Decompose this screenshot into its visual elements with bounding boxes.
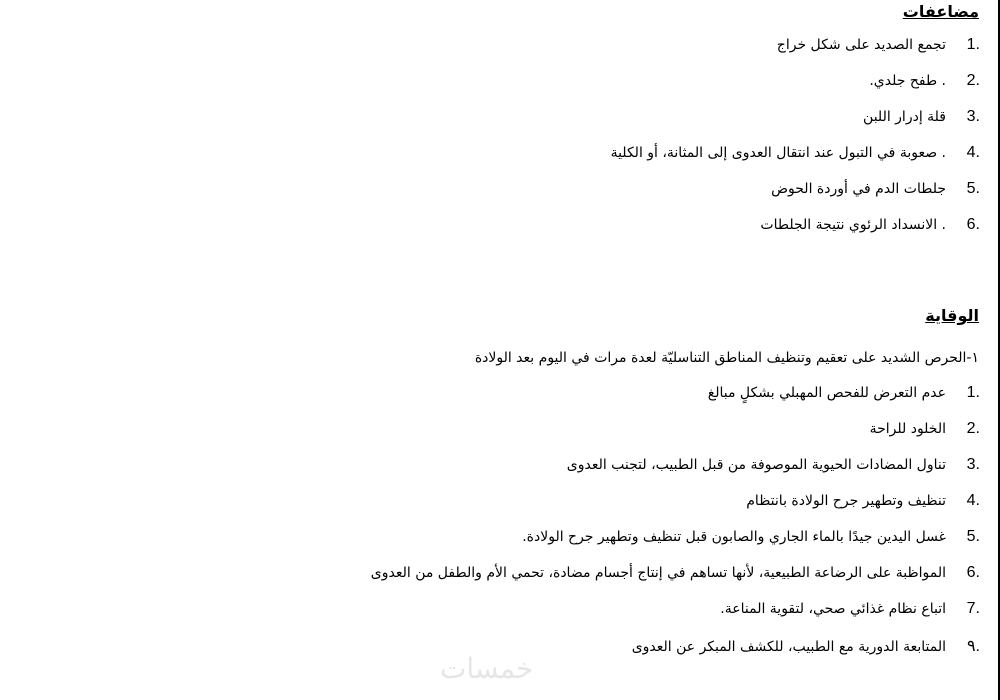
item-text: . الانسداد الرئوي نتيجة الجلطات bbox=[760, 217, 946, 233]
watermark-logo: خمسات bbox=[440, 652, 534, 685]
list-item bbox=[371, 456, 980, 492]
prevention-heading: الوقاية bbox=[925, 306, 979, 325]
list-item bbox=[371, 420, 980, 456]
item-text: غسل اليدين جيدًا بالماء الجاري والصابون قبل تنظيف وتطهير جرح الولادة. bbox=[522, 529, 946, 545]
item-text: اتباع نظام غذائي صحي، لتقوية المناعة. bbox=[720, 601, 946, 617]
item-number: 4. bbox=[966, 492, 980, 509]
item-number: 3. bbox=[966, 108, 980, 125]
item-number: 4. bbox=[966, 144, 980, 161]
item-number: 6. bbox=[966, 216, 980, 233]
item-number: 7. bbox=[966, 600, 980, 617]
item-text: الخلود للراحة bbox=[869, 421, 946, 437]
list-item bbox=[611, 36, 980, 72]
list-item bbox=[611, 216, 980, 252]
item-text: . طفح جلدي. bbox=[869, 73, 946, 89]
item-number: 2. bbox=[966, 72, 980, 89]
prevention-list bbox=[371, 384, 980, 672]
list-item bbox=[611, 72, 980, 108]
item-text: المتابعة الدورية مع الطبيب، للكشف المبكر عن العدوى bbox=[631, 639, 946, 655]
complications-heading: مضاعفات bbox=[902, 2, 979, 21]
list-item bbox=[371, 564, 980, 600]
item-text: تناول المضادات الحيوية الموصوفة من قبل الطبيب، لتجنب العدوى bbox=[566, 457, 946, 473]
item-number: 5. bbox=[966, 180, 980, 197]
item-number: ٩. bbox=[966, 638, 980, 655]
item-number: 2. bbox=[966, 420, 980, 437]
list-item bbox=[371, 528, 980, 564]
item-text: تجمع الصديد على شكل خراج bbox=[776, 37, 946, 53]
item-text: المواظبة على الرضاعة الطبيعية، لأنها تساهم في إنتاج أجسام مضادة، تحمي الأم والطفل من العدوى bbox=[370, 565, 946, 581]
list-item bbox=[611, 144, 980, 180]
item-text: جلطات الدم في أوردة الحوض bbox=[771, 181, 946, 197]
item-text: قلة إدرار اللبن bbox=[863, 109, 946, 125]
item-text: عدم التعرض للفحص المهبلي بشكلٍ مبالغ bbox=[707, 385, 946, 401]
item-text: تنظيف وتطهير جرح الولادة بانتظام bbox=[746, 493, 946, 509]
list-item bbox=[611, 180, 980, 216]
list-item bbox=[611, 108, 980, 144]
list-item bbox=[371, 600, 980, 636]
item-number: 5. bbox=[966, 528, 980, 545]
item-number: 1. bbox=[966, 384, 980, 401]
list-item bbox=[371, 492, 980, 528]
item-number: 3. bbox=[966, 456, 980, 473]
item-number: 6. bbox=[966, 564, 980, 581]
item-text: . صعوبة في التبول عند انتقال العدوى إلى المثانة، أو الكلية bbox=[610, 145, 946, 161]
item-number: 1. bbox=[966, 36, 980, 53]
complications-list bbox=[611, 36, 980, 252]
prevention-intro: ١-الحرص الشديد على تعقيم وتنظيف المناطق التناسليّة لعدة مرات في اليوم بعد الولادة bbox=[474, 350, 979, 366]
list-item bbox=[371, 384, 980, 420]
